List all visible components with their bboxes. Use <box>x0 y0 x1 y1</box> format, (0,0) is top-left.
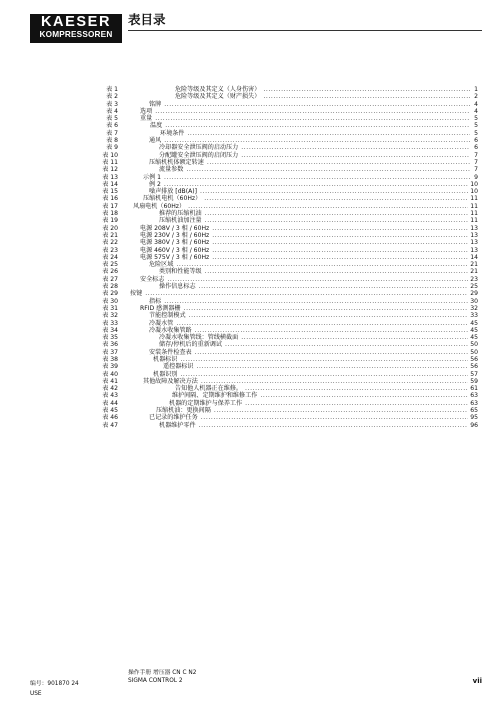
toc-entry <box>175 93 478 100</box>
toc-entry <box>140 305 478 312</box>
toc-page-number: 6 <box>474 137 478 145</box>
toc-entry <box>143 195 478 202</box>
toc-row[interactable] <box>0 407 500 414</box>
toc-row[interactable] <box>0 232 500 239</box>
toc-page-number: 30 <box>470 297 478 305</box>
toc-entry <box>149 101 478 108</box>
toc-table-number: 表 9 <box>106 144 118 152</box>
toc-dot-leader <box>241 334 468 341</box>
toc-table-number: 表 38 <box>102 355 118 363</box>
toc-dot-leader <box>263 86 470 93</box>
kaeser-logo <box>30 14 122 43</box>
toc-entry <box>159 422 478 429</box>
toc-row[interactable] <box>0 422 500 429</box>
toc-row[interactable] <box>0 122 500 129</box>
header-divider <box>128 30 482 31</box>
footer-page-number: vii <box>472 677 482 685</box>
toc-title: 冷凝水收集管线：管线横截面 <box>159 334 239 342</box>
toc-entry <box>159 341 478 348</box>
toc-title: 机器维护零件 <box>159 421 196 429</box>
toc-dot-leader <box>186 166 470 173</box>
toc-title: 压缩机电机（60Hz） <box>143 195 202 203</box>
toc-table-number: 表 8 <box>106 137 118 145</box>
toc-row[interactable] <box>0 349 500 356</box>
toc-title: 铭牌 <box>149 100 162 108</box>
toc-table-number: 表 12 <box>102 166 118 174</box>
toc-page-number: 13 <box>470 239 478 247</box>
toc-page-number: 5 <box>474 129 478 137</box>
toc-dot-leader <box>180 371 468 378</box>
toc-entry <box>140 276 478 283</box>
toc-page-number: 45 <box>470 326 478 334</box>
toc-page-number: 45 <box>470 334 478 342</box>
toc-page-number: 14 <box>470 253 478 261</box>
toc-entry <box>133 203 478 210</box>
toc-page-number: 45 <box>470 319 478 327</box>
toc-entry <box>149 181 478 188</box>
toc-entry <box>159 152 478 159</box>
toc-table-number: 表 37 <box>102 348 118 356</box>
toc-entry <box>159 217 478 224</box>
toc-entry <box>153 371 478 378</box>
toc-title: 机器的定期维护与保养工作 <box>169 399 243 407</box>
toc-table-number: 表 29 <box>102 290 118 298</box>
toc-title: 压缩机机体额定转速 <box>149 158 204 166</box>
toc-entry <box>143 174 478 181</box>
toc-title: 温度 <box>150 122 163 130</box>
toc-row[interactable] <box>0 283 500 290</box>
toc-title: 按键 <box>130 290 143 298</box>
toc-table-number: 表 19 <box>102 217 118 225</box>
toc-entry <box>159 144 478 151</box>
toc-entry <box>140 225 478 232</box>
toc-page-number: 63 <box>470 399 478 407</box>
toc-row[interactable] <box>0 247 500 254</box>
toc-entry <box>156 407 478 414</box>
toc-dot-leader <box>199 422 469 429</box>
toc-row[interactable] <box>0 188 500 195</box>
toc-table-number: 表 42 <box>102 385 118 393</box>
toc-dot-leader <box>167 276 468 283</box>
toc-table-number: 表 1 <box>106 86 118 93</box>
toc-dot-leader <box>189 312 469 319</box>
toc-entry <box>169 400 478 407</box>
toc-dot-leader <box>164 174 470 181</box>
toc-row[interactable] <box>0 327 500 334</box>
toc-title: 压缩机油加注量 <box>159 217 202 225</box>
toc-dot-leader <box>205 268 469 275</box>
toc-table-number: 表 45 <box>102 407 118 415</box>
toc-dot-leader <box>200 188 468 195</box>
toc-page-number: 96 <box>470 421 478 429</box>
toc-entry <box>130 290 478 297</box>
toc-row[interactable] <box>0 166 500 173</box>
toc-page-number: 4 <box>474 107 478 115</box>
footer-language-code: USE <box>30 691 42 697</box>
toc-row[interactable] <box>0 356 500 363</box>
toc-table-number: 表 32 <box>102 312 118 320</box>
toc-dot-leader <box>195 327 469 334</box>
toc-table-number: 表 17 <box>102 202 118 210</box>
toc-entry <box>140 239 478 246</box>
toc-table-number: 表 10 <box>102 151 118 159</box>
toc-table-number: 表 41 <box>102 377 118 385</box>
toc-entry <box>172 392 478 399</box>
toc-row[interactable] <box>0 290 500 297</box>
toc-dot-leader <box>165 122 470 129</box>
toc-title: 已记录的维护任务 <box>149 414 198 422</box>
toc-table-number: 表 34 <box>102 326 118 334</box>
toc-dot-leader <box>187 130 470 137</box>
toc-row[interactable] <box>0 363 500 370</box>
toc-table-number: 表 4 <box>106 107 118 115</box>
toc-dot-leader <box>176 320 468 327</box>
toc-title: 电源 380V / 3 相 / 60Hz <box>140 239 210 247</box>
toc-title: 电源 460V / 3 相 / 60Hz <box>140 246 210 254</box>
toc-title: 压缩机油：更换间隔 <box>156 407 211 415</box>
toc-title: 安全标志 <box>140 275 165 283</box>
toc-page-number: 95 <box>470 414 478 422</box>
footer-doc-info <box>30 679 79 699</box>
toc-dot-leader <box>245 400 468 407</box>
toc-table-number: 表 11 <box>102 158 118 166</box>
toc-title: 机器识别 <box>153 370 178 378</box>
toc-table-number: 表 27 <box>102 275 118 283</box>
toc-dot-leader <box>204 195 468 202</box>
toc-row[interactable] <box>0 130 500 137</box>
toc-page-number: 21 <box>470 261 478 269</box>
toc-title: 重量 <box>140 115 153 123</box>
toc-table-number: 表 28 <box>102 283 118 291</box>
toc-row[interactable] <box>0 378 500 385</box>
toc-page-number: 56 <box>470 363 478 371</box>
toc-row[interactable] <box>0 115 500 122</box>
toc-dot-leader <box>188 203 468 210</box>
toc-row[interactable] <box>0 305 500 312</box>
toc-page-number: 6 <box>474 144 478 152</box>
toc-dot-leader <box>199 283 469 290</box>
toc-title: 选项 <box>140 107 153 115</box>
toc-page-number: 50 <box>470 348 478 356</box>
toc-row[interactable] <box>0 203 500 210</box>
toc-row[interactable] <box>0 159 500 166</box>
toc-table-number: 表 22 <box>102 239 118 247</box>
toc-dot-leader <box>176 261 468 268</box>
toc-page-number: 56 <box>470 355 478 363</box>
toc-row[interactable] <box>0 392 500 399</box>
toc-table-number: 表 43 <box>102 392 118 400</box>
toc-dot-leader <box>212 247 468 254</box>
toc-page-number: 7 <box>474 158 478 166</box>
toc-dot-leader <box>145 290 468 297</box>
toc-title: 告知他人机器正在维修。 <box>175 385 243 393</box>
toc-row[interactable] <box>0 144 500 151</box>
toc-title: 维护间隔、定期维护和维修工作 <box>172 392 258 400</box>
toc-page-number: 11 <box>470 210 478 218</box>
footer-controller-name: SIGMA CONTROL 2 <box>128 677 183 684</box>
toc-dot-leader <box>196 363 468 370</box>
toc-row[interactable] <box>0 108 500 115</box>
toc-title: 流量参数 <box>159 166 184 174</box>
toc-page-number: 63 <box>470 392 478 400</box>
toc-row[interactable] <box>0 254 500 261</box>
toc-title: 安装条件检查表 <box>149 348 192 356</box>
toc-row[interactable] <box>0 371 500 378</box>
footer-manual-title: 操作手册 增压器 CN C N2 <box>128 670 197 676</box>
toc-page-number: 10 <box>470 180 478 188</box>
toc-page-number: 5 <box>474 115 478 123</box>
toc-row[interactable] <box>0 312 500 319</box>
toc-entry <box>150 122 478 129</box>
toc-title: 危险等级及其定义（财产损失） <box>175 93 261 101</box>
toc-entry <box>140 108 478 115</box>
toc-page-number: 11 <box>470 195 478 203</box>
toc-table-number: 表 47 <box>102 421 118 429</box>
toc-page-number: 65 <box>470 407 478 415</box>
toc-page-number: 13 <box>470 231 478 239</box>
toc-row[interactable] <box>0 217 500 224</box>
toc-title: 通风 <box>149 137 162 145</box>
toc-row[interactable] <box>0 414 500 421</box>
toc-row[interactable] <box>0 276 500 283</box>
toc-dot-leader <box>245 385 468 392</box>
toc-table-number: 表 14 <box>102 180 118 188</box>
toc-row[interactable] <box>0 210 500 217</box>
toc-table-number: 表 2 <box>106 93 118 101</box>
toc-dot-leader <box>212 225 468 232</box>
toc-table-number: 表 26 <box>102 268 118 276</box>
toc-dot-leader <box>155 115 470 122</box>
toc-title: 遥控器标识 <box>163 363 194 371</box>
toc-table-number: 表 13 <box>102 173 118 181</box>
toc-dot-leader <box>164 298 468 305</box>
toc-table-number: 表 23 <box>102 246 118 254</box>
toc-title: 风扇电机（60Hz） <box>133 202 186 210</box>
toc-row[interactable] <box>0 174 500 181</box>
toc-title: 环境条件 <box>160 129 185 137</box>
toc-table-number: 表 39 <box>102 363 118 371</box>
toc-page-number: 21 <box>470 268 478 276</box>
toc-title: 其他故障及解决方法 <box>143 377 198 385</box>
toc-table-number: 表 20 <box>102 224 118 232</box>
toc-page-number: 7 <box>474 151 478 159</box>
toc-table-number: 表 31 <box>102 304 118 312</box>
toc-page-number: 61 <box>470 385 478 393</box>
toc-title: 噪声排放 [dB(A)] <box>149 188 198 196</box>
toc-page-number: 32 <box>470 304 478 312</box>
toc-dot-leader <box>241 144 470 151</box>
toc-row[interactable] <box>0 137 500 144</box>
table-of-tables <box>0 86 500 429</box>
toc-page-number: 9 <box>474 173 478 181</box>
toc-entry <box>149 414 478 421</box>
toc-page-number: 33 <box>470 312 478 320</box>
toc-page-number: 10 <box>470 188 478 196</box>
toc-title: 冷却器安全泄压阀的启动压力 <box>159 144 239 152</box>
toc-table-number: 表 24 <box>102 253 118 261</box>
toc-dot-leader <box>205 217 469 224</box>
toc-title: 电源 575V / 3 相 / 60Hz <box>140 253 210 261</box>
toc-entry <box>140 115 478 122</box>
toc-entry <box>153 356 478 363</box>
toc-entry <box>149 349 478 356</box>
toc-table-number: 表 7 <box>106 129 118 137</box>
toc-title: 类别和性能等级 <box>159 268 202 276</box>
toc-page-number: 50 <box>470 341 478 349</box>
toc-page-number: 59 <box>470 377 478 385</box>
toc-page-number: 1 <box>474 86 478 93</box>
toc-title: 示例 1 <box>143 173 162 181</box>
toc-page-number: 29 <box>470 290 478 298</box>
toc-table-number: 表 30 <box>102 297 118 305</box>
toc-table-number: 表 5 <box>106 115 118 123</box>
toc-table-number: 表 36 <box>102 341 118 349</box>
toc-title: 例 2 <box>149 180 161 188</box>
toc-page-number: 5 <box>474 122 478 130</box>
toc-entry <box>149 312 478 319</box>
toc-entry <box>160 130 478 137</box>
toc-title: 分配罐安全泄压阀的启闭压力 <box>159 151 239 159</box>
footer-manual-info <box>128 670 196 685</box>
toc-dot-leader <box>195 349 469 356</box>
logo-sub-text: KOMPRESSOREN <box>39 30 113 39</box>
toc-dot-leader <box>164 101 470 108</box>
toc-dot-leader <box>180 356 468 363</box>
toc-table-number: 表 3 <box>106 100 118 108</box>
toc-entry <box>140 247 478 254</box>
toc-dot-leader <box>214 407 468 414</box>
toc-page-number: 4 <box>474 100 478 108</box>
toc-title: 电源 230V / 3 相 / 60Hz <box>140 231 210 239</box>
toc-title: 节能控制模式 <box>149 312 186 320</box>
toc-table-number: 表 16 <box>102 195 118 203</box>
toc-entry <box>149 320 478 327</box>
toc-page-number: 25 <box>470 283 478 291</box>
toc-row[interactable] <box>0 320 500 327</box>
toc-row[interactable] <box>0 152 500 159</box>
toc-page-number: 57 <box>470 370 478 378</box>
toc-title: 操作信息标志 <box>159 283 196 291</box>
toc-title: 危险等级及其定义（人身伤害） <box>175 86 261 93</box>
toc-row[interactable] <box>0 181 500 188</box>
toc-title: RFID 感测器栅 <box>140 304 181 312</box>
toc-entry <box>159 283 478 290</box>
toc-row[interactable] <box>0 298 500 305</box>
toc-table-number: 表 18 <box>102 210 118 218</box>
toc-table-number: 表 44 <box>102 399 118 407</box>
toc-row[interactable] <box>0 268 500 275</box>
toc-entry <box>159 210 478 217</box>
toc-title: 危险区域 <box>149 261 174 269</box>
toc-title: 指标 <box>149 297 162 305</box>
toc-table-number: 表 33 <box>102 319 118 327</box>
footer-doc-number: 编号：901870 24 <box>30 681 79 687</box>
toc-entry <box>140 254 478 261</box>
toc-entry <box>163 363 478 370</box>
toc-dot-leader <box>205 210 469 217</box>
toc-dot-leader <box>263 93 470 100</box>
toc-row[interactable] <box>0 101 500 108</box>
toc-page-number: 11 <box>470 217 478 225</box>
toc-entry <box>149 159 478 166</box>
toc-page-number: 7 <box>474 166 478 174</box>
toc-dot-leader <box>184 305 469 312</box>
toc-title: 冷凝水收集管路 <box>149 326 192 334</box>
toc-dot-leader <box>201 414 468 421</box>
toc-dot-leader <box>225 341 468 348</box>
page-title: 表目录 <box>128 12 166 27</box>
toc-page-number: 23 <box>470 275 478 283</box>
toc-page-number: 2 <box>474 93 478 101</box>
toc-page-number: 11 <box>470 202 478 210</box>
toc-page-number: 13 <box>470 246 478 254</box>
toc-row[interactable] <box>0 334 500 341</box>
toc-table-number: 表 35 <box>102 334 118 342</box>
toc-dot-leader <box>212 254 468 261</box>
toc-title: 储存/停机后的重新调试 <box>159 341 222 349</box>
toc-table-number: 表 25 <box>102 261 118 269</box>
toc-page-number: 13 <box>470 224 478 232</box>
toc-dot-leader <box>207 159 470 166</box>
toc-table-number: 表 46 <box>102 414 118 422</box>
toc-entry <box>159 166 478 173</box>
toc-title: 推荐的压缩机油 <box>159 210 202 218</box>
toc-table-number: 表 6 <box>106 122 118 130</box>
toc-dot-leader <box>212 232 468 239</box>
toc-title: 机器标识 <box>153 355 178 363</box>
toc-dot-leader <box>212 239 468 246</box>
toc-entry <box>149 298 478 305</box>
toc-entry <box>149 327 478 334</box>
logo-brand-text: KAESER <box>40 14 112 30</box>
toc-table-number: 表 40 <box>102 370 118 378</box>
toc-entry <box>159 268 478 275</box>
toc-table-number: 表 15 <box>102 188 118 196</box>
toc-row[interactable] <box>0 225 500 232</box>
toc-title: 电源 208V / 3 相 / 60Hz <box>140 224 210 232</box>
toc-row[interactable] <box>0 239 500 246</box>
toc-row[interactable] <box>0 195 500 202</box>
toc-dot-leader <box>260 392 468 399</box>
toc-dot-leader <box>155 108 470 115</box>
toc-row[interactable] <box>0 93 500 100</box>
toc-dot-leader <box>241 152 470 159</box>
toc-title: 冷凝水管 <box>149 319 174 327</box>
toc-row[interactable] <box>0 400 500 407</box>
toc-dot-leader <box>164 181 468 188</box>
toc-table-number: 表 21 <box>102 231 118 239</box>
toc-row[interactable] <box>0 261 500 268</box>
toc-row[interactable] <box>0 341 500 348</box>
